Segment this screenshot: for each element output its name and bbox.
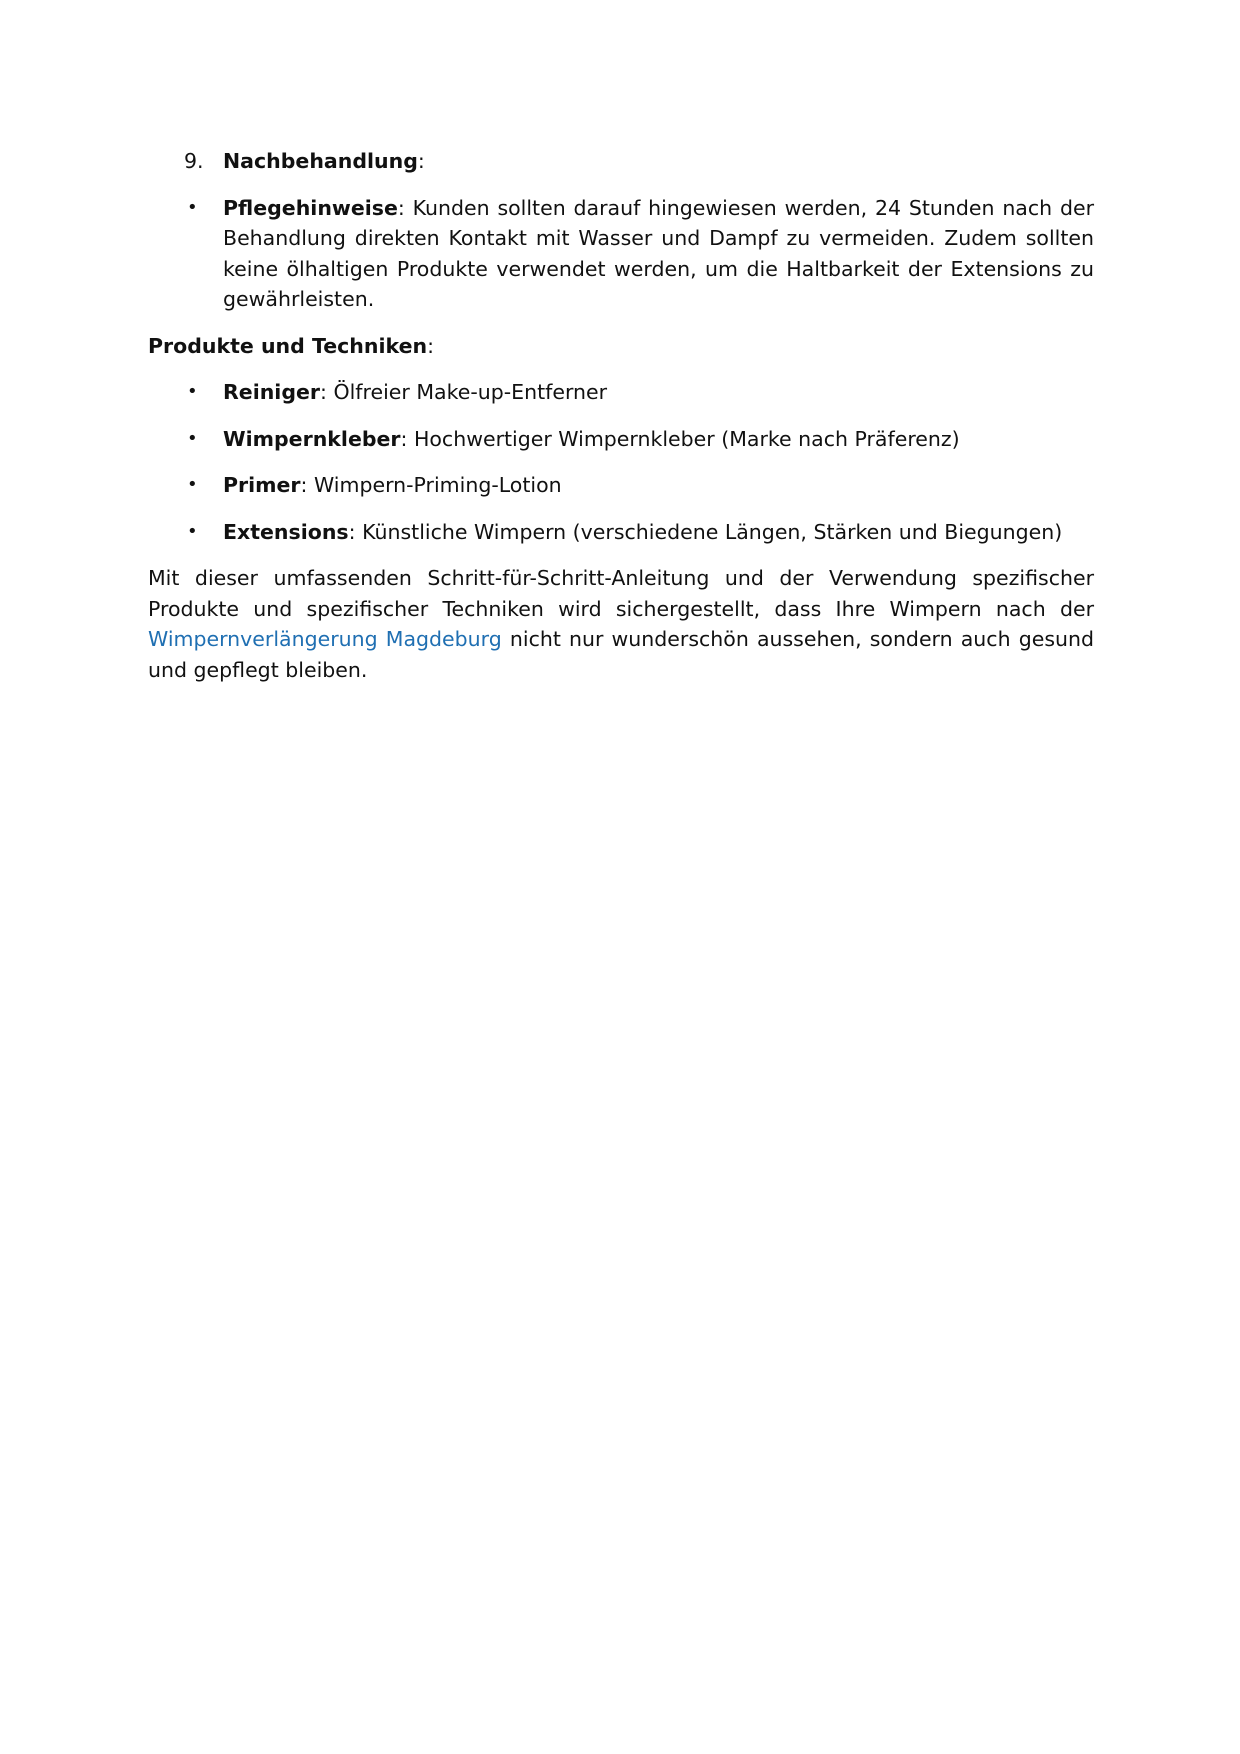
wimpernverlaengerung-link[interactable]: Wimpernverlängerung Magdeburg — [148, 627, 502, 651]
item-text: : Wimpern-Priming-Lotion — [300, 473, 562, 497]
step-title: Nachbehandlung — [223, 149, 418, 173]
item-label: Primer — [223, 473, 301, 497]
bullet-icon: • — [187, 381, 198, 402]
document-page — [148, 146, 1094, 685]
item-text: : Hochwertiger Wimpernkleber (Marke nach Präferenz) — [400, 426, 960, 451]
item-text: : Künstliche Wimpern (verschiedene Längen, Stärken und Biegungen) — [348, 519, 1063, 544]
item-label: Reiniger — [223, 380, 321, 404]
closing-text-after: nicht nur wunderschön aussehen, sondern auch gesund und gepflegt bleiben. — [148, 627, 1094, 682]
list-item-reiniger — [148, 377, 1094, 408]
care-text: : Kunden sollten darauf hingewiesen werden, 24 Stunden nach der Behandlung direkten Kontakt mit Wasser und Dampf zu vermeiden. Zudem sollten keine ölhaltigen Produkte verwendet werden, um die Haltbarkeit der Extensions zu gewährleisten. — [223, 195, 1094, 311]
item-text: : Ölfreier Make-up-Entferner — [320, 380, 608, 404]
list-item-primer — [148, 470, 1094, 501]
care-instructions-item — [148, 193, 1094, 315]
products-heading-title: Produkte und Techniken — [148, 333, 428, 358]
list-item-wimpernkleber — [148, 424, 1094, 455]
list-item-extensions — [148, 517, 1094, 548]
products-heading — [148, 331, 1094, 362]
bullet-icon: • — [187, 427, 198, 449]
step-colon: : — [417, 149, 425, 173]
bullet-icon: • — [187, 474, 198, 495]
bullet-icon: • — [187, 520, 198, 542]
step-9-heading — [148, 146, 1094, 177]
item-label: Extensions — [223, 519, 349, 544]
bullet-icon: • — [187, 196, 198, 218]
item-label: Wimpernkleber — [223, 426, 401, 451]
care-label: Pflegehinweise — [223, 195, 398, 220]
step-number: 9. — [184, 149, 204, 173]
closing-paragraph — [148, 563, 1094, 685]
products-heading-colon: : — [427, 333, 434, 358]
closing-text-before: Mit dieser umfassenden Schritt-für-Schritt-Anleitung und der Verwendung spezifischer Produkte und spezifischer Techniken wird sichergestellt, dass Ihre Wimpern nach der — [148, 566, 1094, 621]
